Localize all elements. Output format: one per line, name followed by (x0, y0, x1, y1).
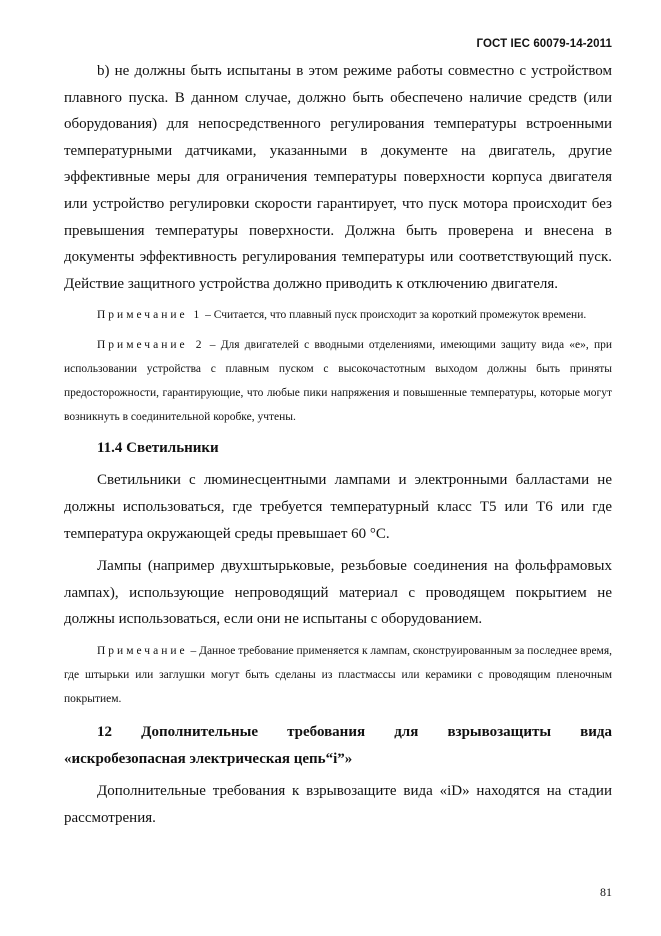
note-2-text: – Для двигателей с вводными отделениями, имеющими защиту вида «е», при использовании устройства с плавным пуском с высокочастотным выходом должны быть приняты предосторожности, гарантирующие, что любые пики напряжения и повышенные температуры, которые могут возникнуть в соединительной коробке, учтены. (64, 339, 613, 424)
note-2 (64, 333, 612, 429)
section-heading-12-line2: «искробезопасная электрическая цепь“i”» (64, 750, 353, 767)
page-content (64, 58, 612, 831)
document-header: ГОСТ IEC 60079-14-2011 (476, 38, 612, 50)
note-3-text: – Данное требование применяется к лампам, сконструированным за последнее время, где штырьки или заглушки могут быть сделаны из пластмассы или керамики с проводящим пленочным покрытием. (64, 644, 612, 705)
paragraph-item-b: b) не должны быть испытаны в этом режиме работы совместно с устройством плавного пуска. В данном случае, должно быть обеспечено наличие средств (или оборудования) для непосредственного регулирования температуры встроенными температурными датчиками, указанными в документе на двигатель, другие эффективные меры для ограничения температуры поверхности корпуса двигателя или устройство регулировки скорости гарантирует, что пуск мотора происходит без превышения температуры поверхности. Должна быть проверена и внесена в документы эффективность регулирования температуры или соответствующий пуск. Действие защитного устройства должно приводить к отключению двигателя. (64, 63, 612, 292)
paragraph-luminaires-2: Лампы (например двухштырьковые, резьбовые соединения на фольфрамовых лампах), использующие непроводящий материал с проводящем покрытием не должны использоваться, если они не испытаны с оборудованием. (64, 558, 612, 628)
note-1-text: – Считается, что плавный пуск происходит за короткий промежуток времени. (205, 309, 587, 322)
note-3-label: Примечание (97, 644, 188, 657)
note-1-label: Примечание 1 (97, 309, 203, 322)
section-heading-11-4: 11.4 Светильники (97, 440, 219, 457)
paragraph-section-12: Дополнительные требования к взрывозащите вида «iD» находятся на стадии рассмотрения. (64, 783, 612, 826)
note-1 (64, 303, 612, 327)
section-heading-12-line1: 12 Дополнительные требования для взрывозащиты вида (97, 723, 612, 740)
note-3 (64, 639, 612, 711)
note-2-label: Примечание 2 (97, 339, 205, 352)
paragraph-luminaires-1: Светильники с люминесцентными лампами и электронными балластами не должны использоваться, где требуется температурный класс Т5 или Т6 или где температура окружающей среды превышает 60 °С. (64, 472, 612, 542)
page-number: 81 (600, 885, 612, 899)
